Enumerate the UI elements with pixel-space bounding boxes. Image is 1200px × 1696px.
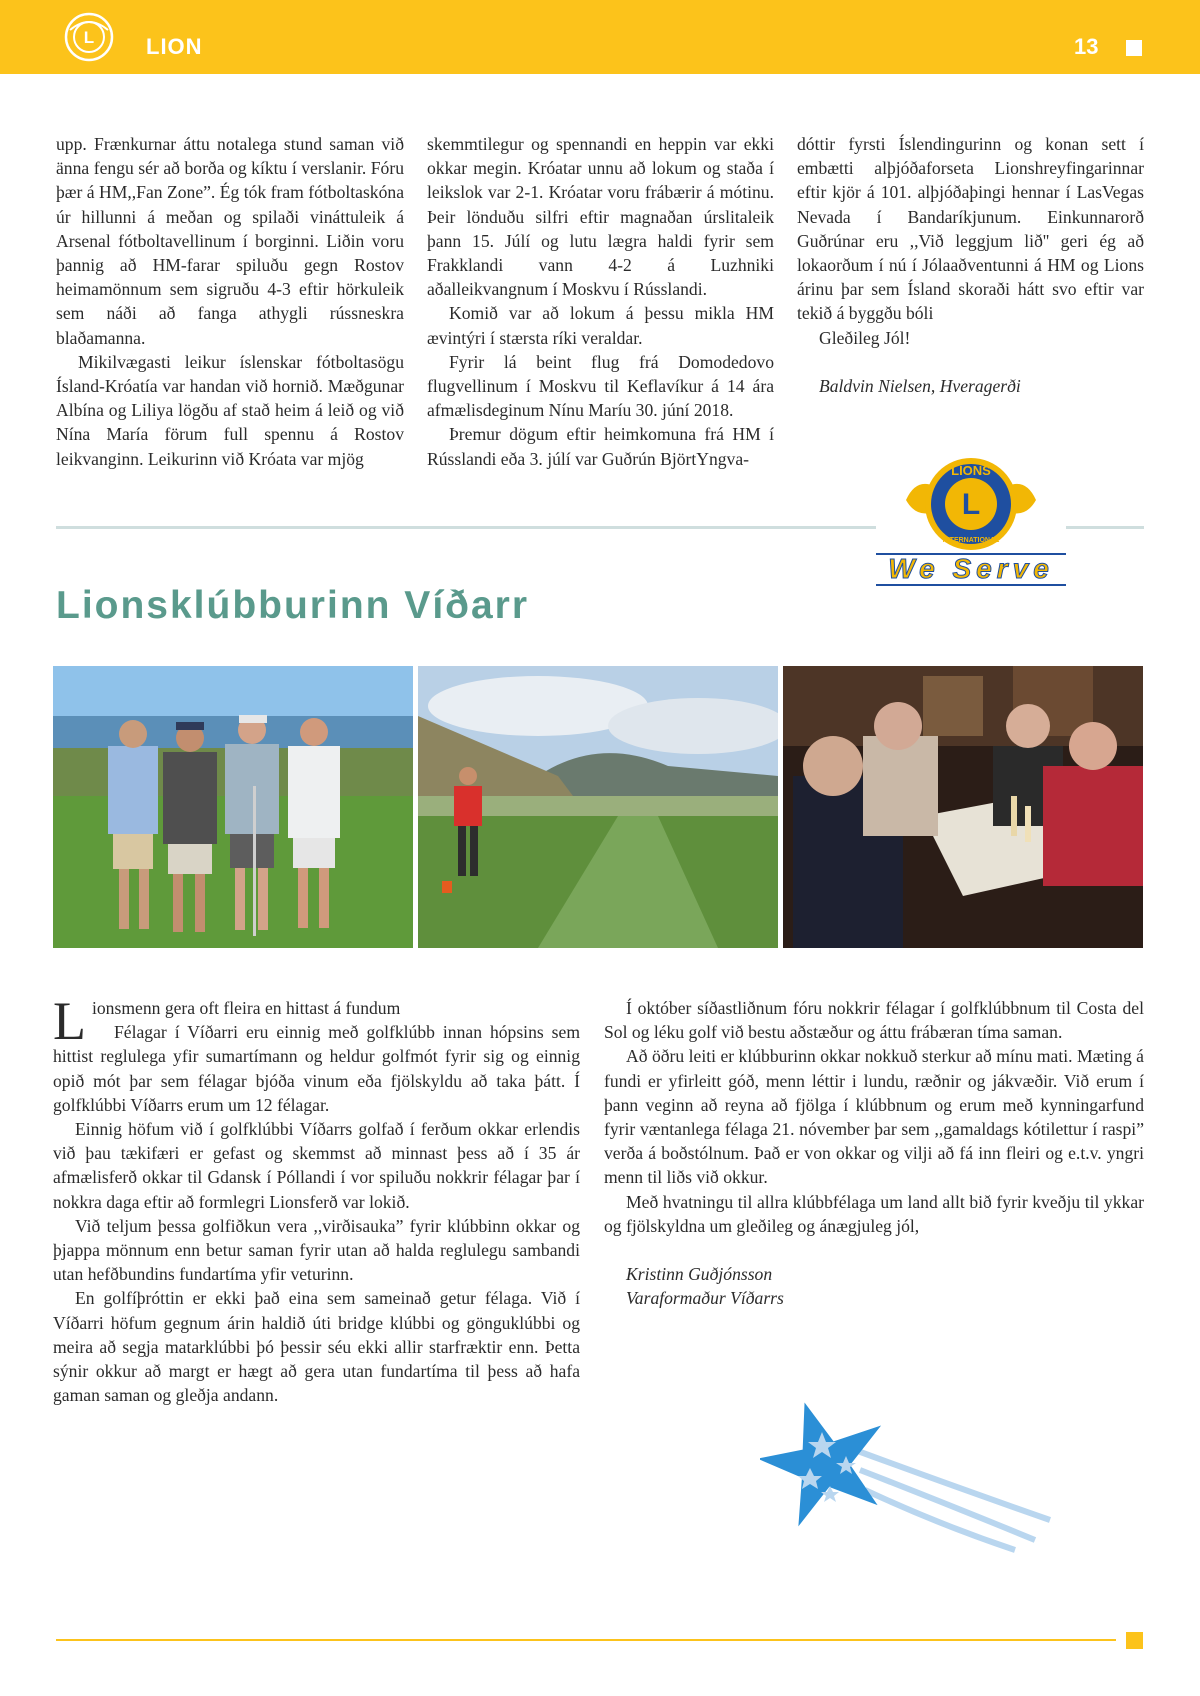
lions-international-emblem-icon [876, 456, 1066, 590]
paragraph: upp. Frænkurnar áttu notalega stund saman við änna fengu sér að borða og kíktu í verslanir. Fóru þær á HM,,Fan Zone”. Ég tók fram fótboltaskóna úr hillunni á meðan og spilaði vináttuleik á Arsenal fótboltavellinum í borginni. Liðin voru þannig að HM-farar spiluðu gegn Rostov heimamönnum sem sigruðu 4-3 eftir hörkuleik sem náði að fanga athygli rússneskra blaðamanna. [56, 134, 404, 348]
photo-four-golfers [53, 666, 413, 948]
svg-text:L: L [83, 28, 95, 47]
page-number: 13 [1074, 34, 1099, 59]
paragraph: skemmtilegur og spennandi en heppin var ekki okkar megin. Króatar unnu að lokum og staða í leikslok var 2-1. Króatar voru frábærir á mótinu. Þeir lönduðu silfri eftir magnaðan úrslitaleik þann 15. Júlí og lutu lægra haldi fyrir sem Frakklandi vann 4-2 á Luzhniki aðalleikvangnum í Moskvu í Rússlandi. [427, 134, 774, 300]
drop-cap: L [53, 991, 86, 1051]
top-article-column-1 [56, 132, 404, 471]
photo-golfer-swing [418, 666, 778, 948]
article-left-column [53, 991, 580, 1407]
footer-line [56, 1639, 1116, 1641]
paragraph: Þremur dögum eftir heimkomuna frá HM í Rússlandi eða 3. júlí var Guðrún BjörtYngva- [427, 424, 774, 469]
paragraph: Í október síðastliðnum fóru nokkrir félagar í golfklúbbnum til Costa del Sol og léku golf við bestu aðstæður og áttu frábæran tíma saman. [604, 998, 1144, 1043]
paragraph: Með hvatningu til allra klúbbfélaga um land allt bið fyrir kveðju til ykkar og fjölskyldna um gleðileg og ánægjuleg jól, [604, 1191, 1144, 1236]
paragraph: dóttir fyrsti Íslendingurinn og konan sett í embætti alþjóðaforseta Lionshreyfingarinnar eftir kjör á 101. alþjóðaþingi hennar í LasVegas Nevada í Bandaríkjunum. Einkunnarorð Guðrúnar eru ,,Við leggjum lið'' geri ég að lokaorðum í nú í Jólaaðventunni á HM og Lions árinu þar sem Ísland skoraði hátt svo eftir var tekið á byggðu bóli [797, 134, 1144, 324]
top-article-column-2 [427, 132, 774, 471]
signature-name: Kristinn Guðjónsson [626, 1264, 773, 1285]
emblem-letter: L [961, 488, 981, 521]
photo-dinner-table [783, 666, 1143, 948]
emblem-bottom-text: INTERNATIONAL [942, 537, 1000, 544]
lions-club-logo-icon [64, 12, 114, 62]
shooting-star-icon [760, 1390, 1060, 1560]
footer-square-mark [1126, 1632, 1143, 1649]
signature-role: Varaformaður Víðarrs [626, 1288, 784, 1309]
paragraph: Félagar í Víðarri eru einnig með golfklúbb innan hópsins sem hittist reglulega yfir sumartímann og heldur golfmót fyrir sig og einnig opið mót þar sem félagar bjóða vinum eða fjölskyldu að taka þátt. Í golfklúbbi Víðarrs erum um 12 félagar. [53, 1022, 580, 1115]
paragraph: Komið var að lokum á þessu mikla HM ævintýri í stærsta ríki veraldar. [427, 303, 774, 348]
paragraph: Gleðileg Jól! [819, 327, 911, 348]
paragraph: Við teljum þessa golfiðkun vera ,,virðisauka” fyrir klúbbinn okkar og þjappa mönnum enn betur saman fyrir utan að halda reglulegu sambandi utan hefðbundins fundartíma yfir veturinn. [53, 1215, 580, 1285]
header-square-mark [1126, 40, 1142, 56]
magazine-title: LION [146, 34, 203, 59]
page-header [0, 0, 1200, 74]
paragraph: En golfíþróttin er ekki það eina sem sameinað getur félaga. Við í Víðarri höfum gegnum árin haldið úti bridge klúbbi og gönguklúbbi og meira að segja matarklúbbi þó þessir séu ekki allir starfræktir enn. Þetta sýnir okkur að margt er hægt að gera utan fundartíma til þess að hafa gaman saman og gleðja andann. [53, 1288, 580, 1406]
section-title: Lionsklúbburinn Víðarr [56, 584, 530, 627]
paragraph: Að öðru leiti er klúbburinn okkar nokkuð sterkur að mínu mati. Mæting á fundi er yfirleitt góð, menn léttir i lundu, ræðnir og jákvæðir. Við erum í þann veginn að reyna að fjölga í klúbbnum og erum með kynningarfund fyrir væntanlega félaga 21. nóvember þar sem ,,gamaldags kótilettur í raspi” verða á boðstólnum. Það er von okkar og vilji að fá inn fleiri og e.t.v. yngri menn til liðs við okkur. [604, 1046, 1144, 1188]
lead-text: ionsmenn gera oft fleira en hittast á fundum [92, 998, 401, 1018]
paragraph: Fyrir lá beint flug frá Domodedovo flugvellinum í Moskvu til Keflavíkur á 14 ára afmælisdeginum Nínu Maríu 30. júní 2018. [427, 351, 774, 421]
top-article-column-3 [797, 132, 1144, 398]
author-signature: Baldvin Nielsen, Hveragerði [819, 375, 1021, 396]
article-lead [53, 991, 580, 1051]
paragraph: Mikilvægasti leikur íslenskar fótboltasögu Ísland-Króatía var handan við hornið. Mæðgunar Albína og Liliya lögðu af stað heim á leið og við Nína María förum full spennu á Rostov leikvanginn. Leikurinn við Króata var mjög [56, 351, 404, 469]
emblem-slogan: We Serve [888, 553, 1054, 584]
paragraph: Einnig höfum við í golfklúbbi Víðarrs golfað í ferðum okkar erlendis við þau tækifæri er gefast og skemmst að minnast þess að í 35 ár afmælisferð okkar til Gdansk í Póllandi í vor spiluðu nokkrir félagar þar í nokkra daga eftir að formlegri Lionsferð var lokið. [53, 1119, 580, 1212]
emblem-top-text: LIONS [951, 463, 991, 478]
article-right-column [604, 996, 1144, 1310]
